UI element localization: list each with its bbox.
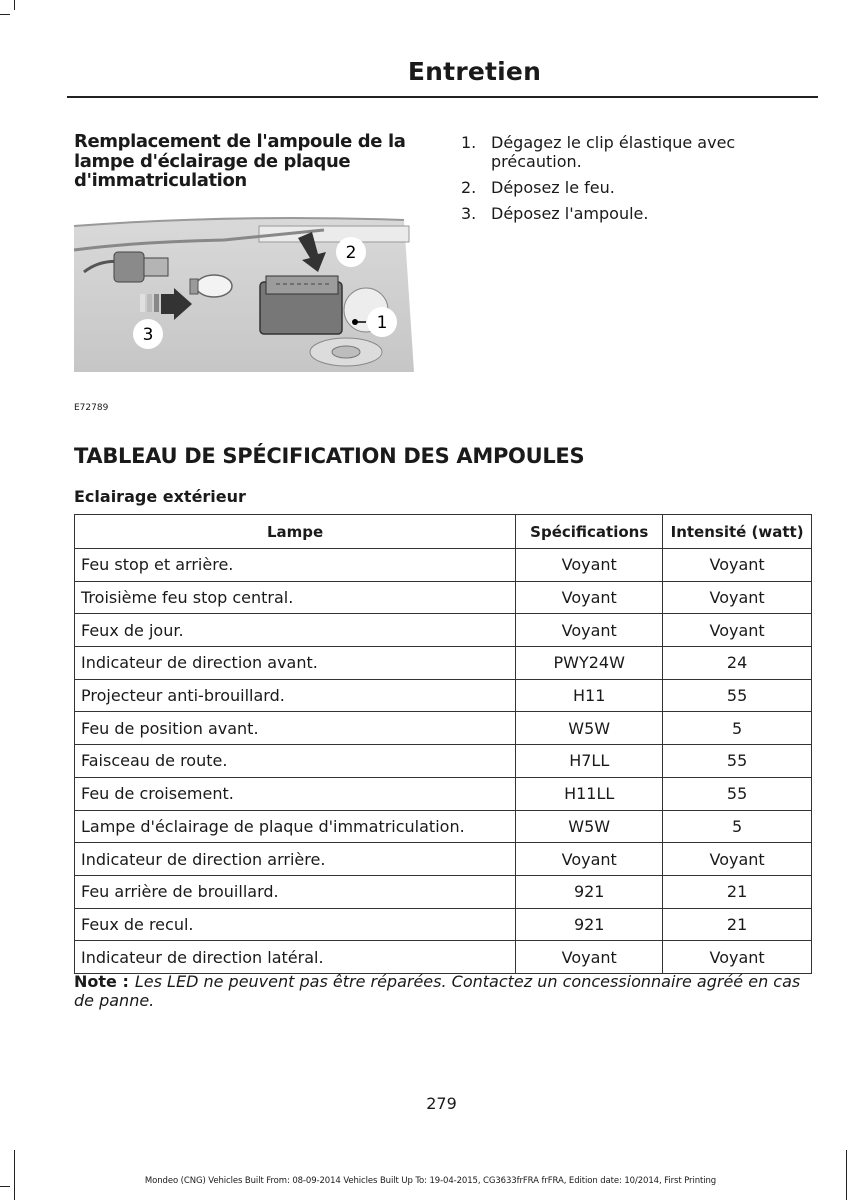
spec-cell: Voyant (516, 614, 663, 647)
column-header-lamp: Lampe (75, 515, 516, 549)
spec-cell: Voyant (516, 549, 663, 582)
note (74, 972, 814, 1010)
spec-cell: H7LL (516, 745, 663, 778)
spec-cell: 921 (516, 875, 663, 908)
table-row (75, 777, 812, 810)
column-header-spec: Spécifications (516, 515, 663, 549)
figure-code: E72789 (74, 403, 109, 413)
crop-mark (14, 1150, 15, 1200)
step-item (461, 204, 811, 223)
table-row (75, 810, 812, 843)
step-text: Dégagez le clip élastique avec précaution. (491, 133, 736, 171)
note-text: Les LED ne peuvent pas être réparées. Contactez un concessionnaire agréé en cas de panne. (74, 972, 801, 1010)
table-row (75, 941, 812, 974)
table-row (75, 843, 812, 876)
wattage-cell: 21 (663, 908, 812, 941)
step-number: 1. (461, 133, 477, 152)
wattage-cell: Voyant (663, 549, 812, 582)
wattage-cell: Voyant (663, 614, 812, 647)
wattage-cell: 55 (663, 679, 812, 712)
lamp-cell: Feu stop et arrière. (75, 549, 516, 582)
lamp-cell: Lampe d'éclairage de plaque d'immatriculation. (75, 810, 516, 843)
crop-mark (0, 1186, 10, 1187)
lamp-cell: Troisième feu stop central. (75, 581, 516, 614)
wattage-cell: 5 (663, 712, 812, 745)
column-header-wattage: Intensité (watt) (663, 515, 812, 549)
wattage-cell: Voyant (663, 941, 812, 974)
wattage-cell: 55 (663, 777, 812, 810)
lamp-cell: Projecteur anti-brouillard. (75, 679, 516, 712)
section-title: Remplacement de l'ampoule de la lampe d'éclairage de plaque d'immatriculation (74, 131, 406, 191)
lamp-cell: Feu arrière de brouillard. (75, 875, 516, 908)
spec-cell: 921 (516, 908, 663, 941)
step-number: 3. (461, 204, 477, 223)
wattage-cell: 24 (663, 647, 812, 680)
step-number: 2. (461, 178, 477, 197)
header-divider (67, 96, 818, 98)
spec-cell: Voyant (516, 581, 663, 614)
lamp-cell: Indicateur de direction arrière. (75, 843, 516, 876)
wattage-cell: Voyant (663, 843, 812, 876)
spec-cell: W5W (516, 712, 663, 745)
lamp-cell: Feux de recul. (75, 908, 516, 941)
spec-cell: Voyant (516, 941, 663, 974)
callout-label: 1 (376, 313, 388, 333)
note-label: Note : (74, 972, 129, 991)
license-plate-lamp-illustration (74, 212, 414, 377)
callout-label: 3 (142, 325, 154, 345)
step-item (461, 178, 811, 197)
bulb-specification-table (74, 514, 812, 974)
table-row (75, 745, 812, 778)
spec-cell: Voyant (516, 843, 663, 876)
table-heading: TABLEAU DE SPÉCIFICATION DES AMPOULES (74, 444, 585, 468)
table-row (75, 908, 812, 941)
step-item (461, 133, 811, 171)
crop-mark (0, 14, 10, 15)
table-row (75, 614, 812, 647)
table-row (75, 581, 812, 614)
crop-mark (14, 0, 15, 10)
crop-mark (846, 1150, 847, 1200)
wattage-cell: 5 (663, 810, 812, 843)
wattage-cell: 21 (663, 875, 812, 908)
table-row (75, 875, 812, 908)
page-number: 279 (426, 1094, 457, 1113)
spec-cell: PWY24W (516, 647, 663, 680)
table-row (75, 712, 812, 745)
lamp-cell: Faisceau de route. (75, 745, 516, 778)
table-header-row (75, 515, 812, 549)
spec-cell: W5W (516, 810, 663, 843)
table-row (75, 647, 812, 680)
instruction-steps (461, 133, 811, 230)
callout-label: 2 (345, 243, 357, 263)
spec-cell: H11LL (516, 777, 663, 810)
page-footer: Mondeo (CNG) Vehicles Built From: 08-09-2014 Vehicles Built Up To: 19-04-2015, CG3633frFRA frFRA, Edition date: 10/2014, First Printing (144, 1176, 717, 1186)
step-text: Déposez l'ampoule. (491, 204, 649, 223)
step-text: Déposez le feu. (491, 178, 615, 197)
table-row (75, 679, 812, 712)
lamp-cell: Indicateur de direction avant. (75, 647, 516, 680)
wattage-cell: Voyant (663, 581, 812, 614)
page-header-title: Entretien (407, 57, 542, 86)
spec-cell: H11 (516, 679, 663, 712)
wattage-cell: 55 (663, 745, 812, 778)
table-subheading: Eclairage extérieur (74, 487, 246, 506)
lamp-cell: Indicateur de direction latéral. (75, 941, 516, 974)
lamp-cell: Feux de jour. (75, 614, 516, 647)
table-row (75, 549, 812, 582)
lamp-cell: Feu de croisement. (75, 777, 516, 810)
lamp-cell: Feu de position avant. (75, 712, 516, 745)
